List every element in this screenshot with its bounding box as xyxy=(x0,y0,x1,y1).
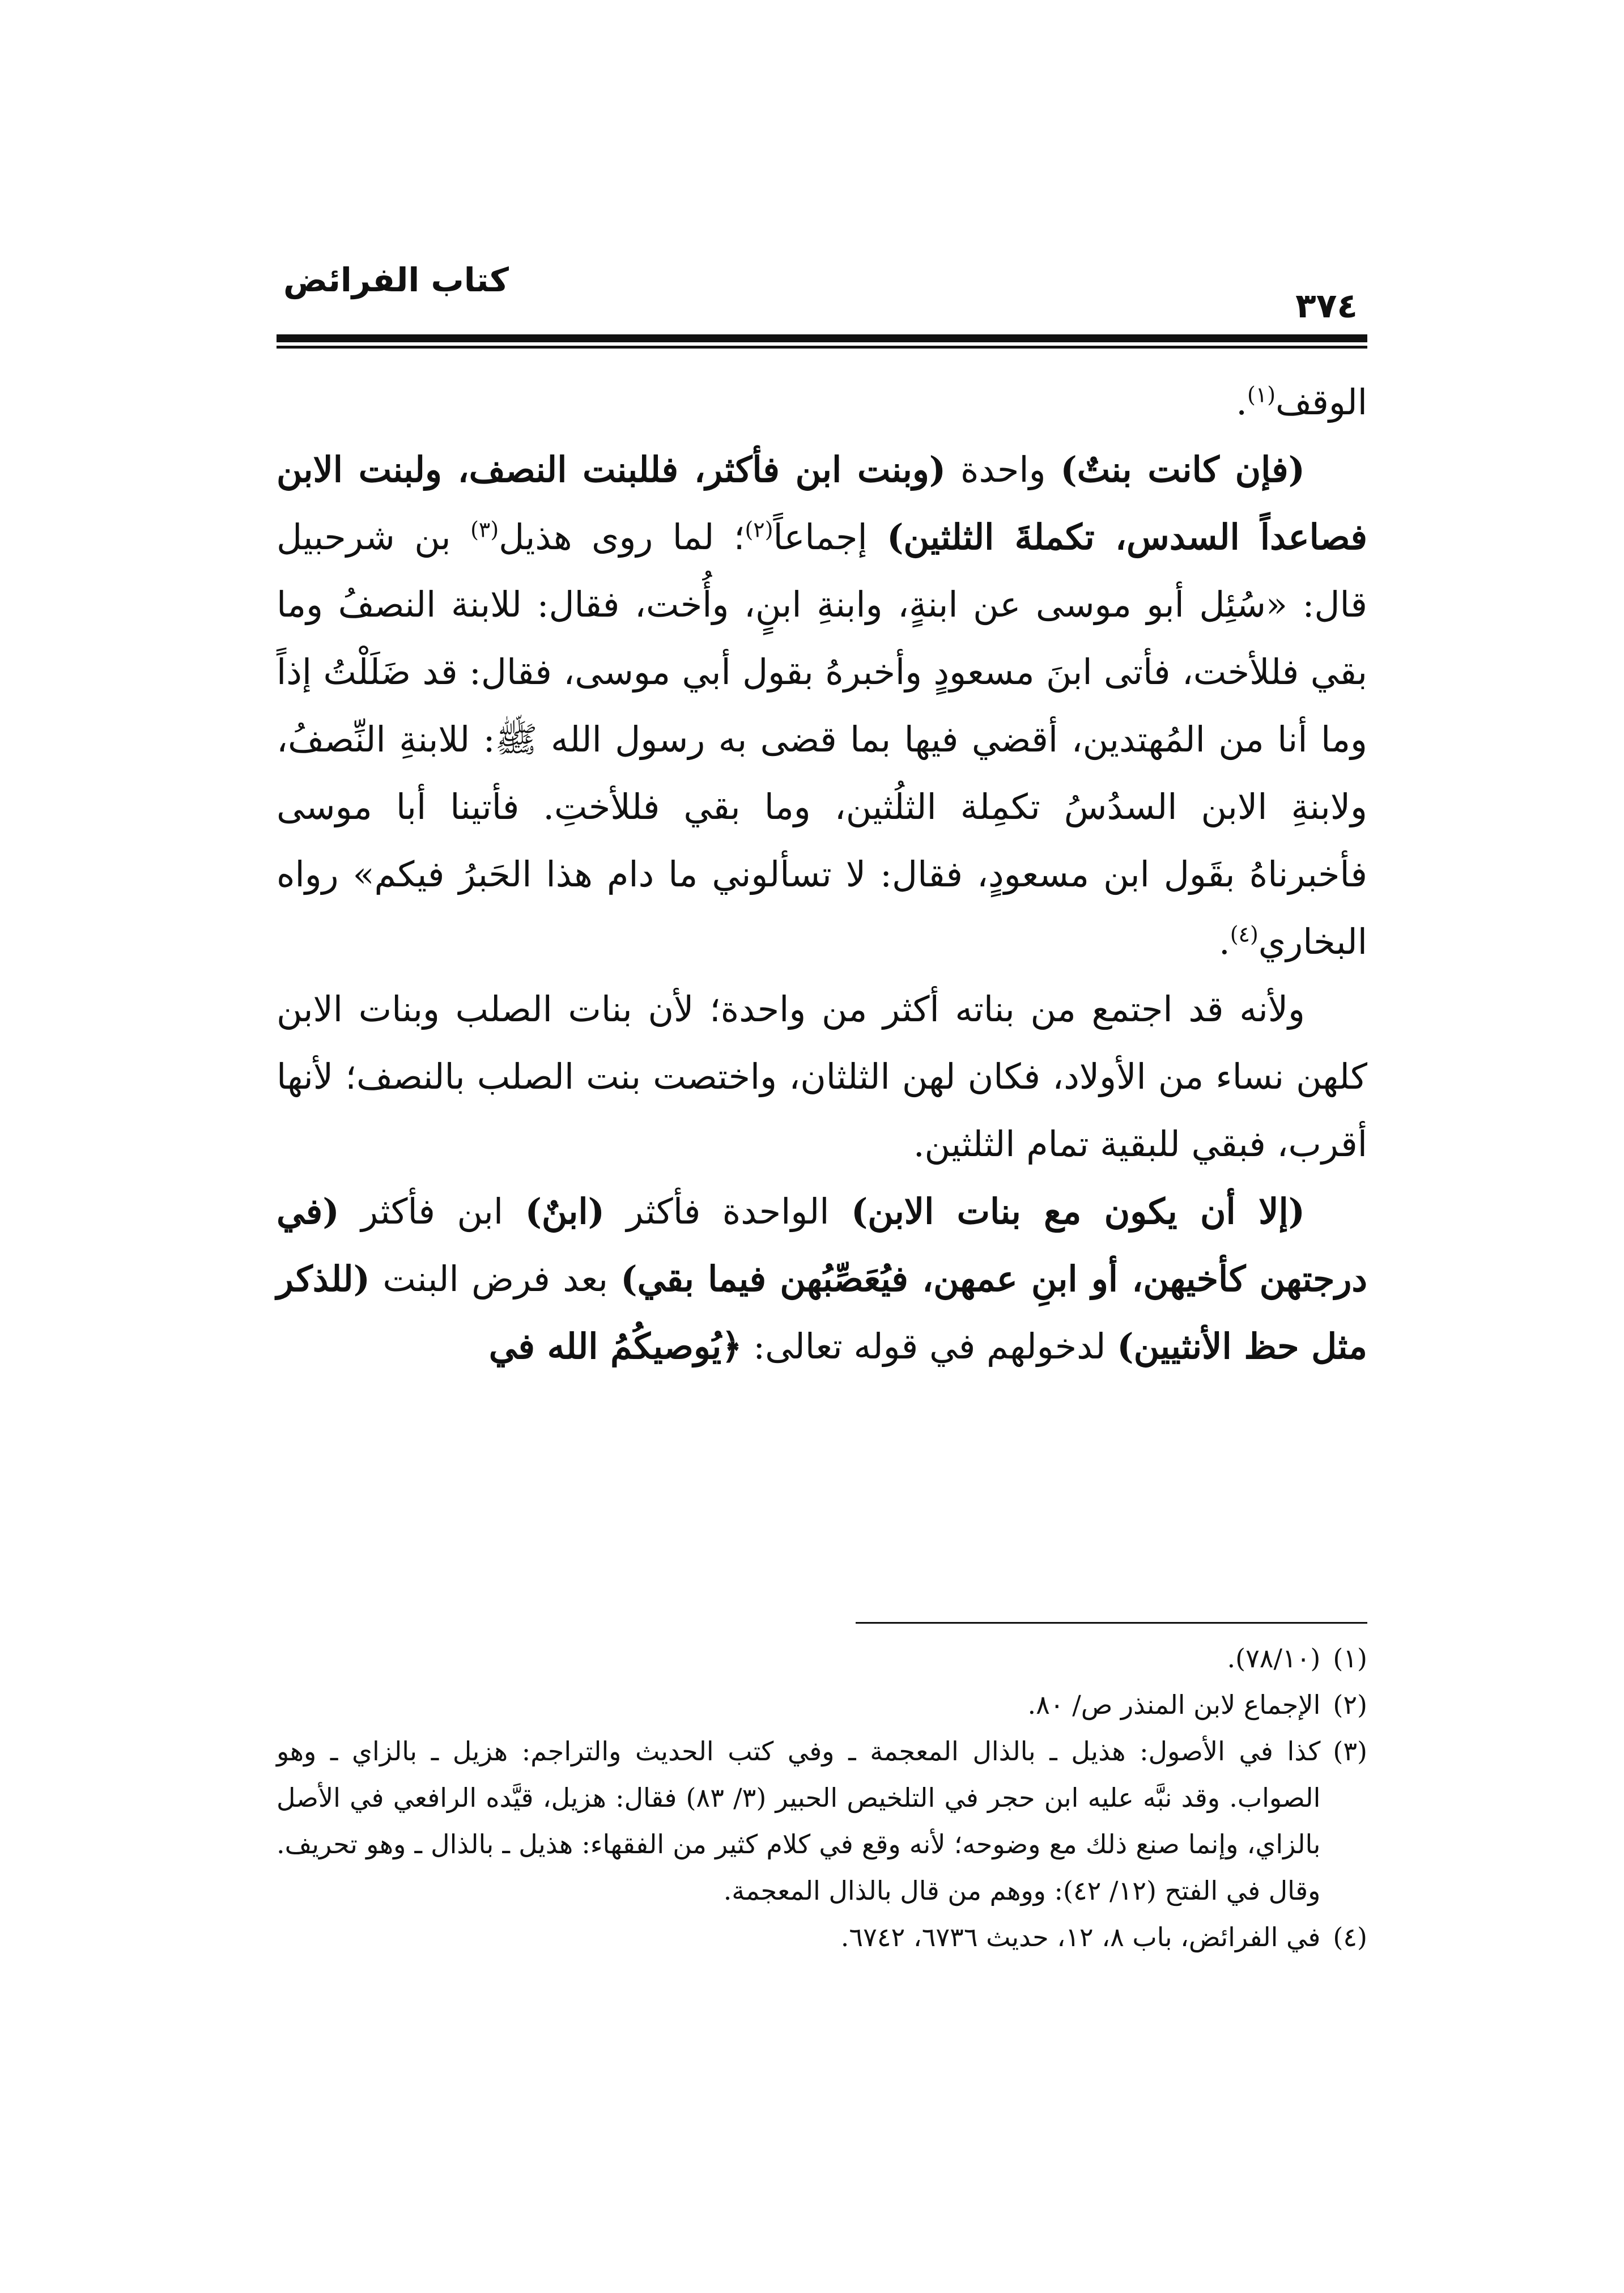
sharh-text: واحدة xyxy=(946,449,1061,490)
paragraph-text: . xyxy=(1236,381,1247,423)
header-rule xyxy=(277,334,1367,342)
sharh-text: ابن فأكثر xyxy=(339,1191,525,1232)
footnote-ref: (١) xyxy=(1247,382,1276,407)
footnote xyxy=(277,1914,1367,1960)
sharh-text: ؛ لما روى هذيل xyxy=(499,516,745,558)
paragraph-continuation xyxy=(277,368,1367,436)
sharh-text: لدخولهم في قوله تعالى: xyxy=(742,1326,1117,1367)
footnote-ref: (٤) xyxy=(1230,922,1259,947)
footnote-ref: (٣) xyxy=(470,517,499,542)
footnote-text: الإجماع لابن المنذر ص/ ٨٠. xyxy=(1027,1689,1321,1720)
sharh-text: . xyxy=(1218,921,1230,962)
footnote-number: (١) xyxy=(1333,1643,1367,1674)
matn-text: (في درجتهن كأخيهن، أو ابنِ عمهن، فيُعَصِّبُهن فيما بقي) xyxy=(277,1191,1367,1300)
footnote xyxy=(277,1728,1367,1914)
sharh-text: الواحدة فأكثر xyxy=(604,1191,851,1232)
footnote-number: (٢) xyxy=(1333,1689,1367,1720)
running-title: كتاب الفرائض xyxy=(283,261,509,299)
footnote-ref: (٢) xyxy=(745,517,773,542)
main-text xyxy=(277,368,1367,1380)
matn-text: (وبنت ابن فأكثر، فللبنت النصف، ولبنت الابن فصاعداً السدس، تكملةَ الثلثين) xyxy=(277,449,1367,558)
footnote-text: في الفرائض، باب ٨، ١٢، حديث ٦٧٣٦، ٦٧٤٢. xyxy=(840,1922,1321,1952)
paragraph xyxy=(277,436,1367,975)
page-number: ٣٧٤ xyxy=(1295,286,1358,326)
matn-text: (فإن كانت بنتٌ) xyxy=(1060,449,1306,490)
matn-text: (للذكر مثل حظ الأنثيين) xyxy=(277,1258,1367,1367)
footnotes xyxy=(277,1635,1367,1960)
footnote xyxy=(277,1681,1367,1728)
sharh-text: إجماعاً xyxy=(773,516,887,558)
paragraph: ولأنه قد اجتمع من بناته أكثر من واحدة؛ لأن بنات الصلب وبنات الابن كلهن نساء من الأولاد، فكان لهن الثلثان، واختصت بنت الصلب بالنصف؛ لأنها أقرب، فبقي للبقية تمام الثلثين. xyxy=(277,988,1367,1165)
footnote-number: (٤) xyxy=(1333,1922,1367,1952)
footnote xyxy=(277,1635,1367,1681)
quran-verse: ﴿يُوصيكُمُ الله في xyxy=(488,1326,742,1367)
sharh-text: بعد فرض البنت xyxy=(370,1258,621,1300)
footnote-number: (٣) xyxy=(1333,1736,1367,1767)
header-rule-thin xyxy=(277,346,1367,349)
paragraph xyxy=(277,1178,1367,1380)
footnote-text: (٧٨/١٠). xyxy=(1227,1643,1321,1674)
matn-text: (إلا أن يكون مع بنات الابن) xyxy=(851,1191,1306,1232)
sharh-text: بن شرحبيل قال: «سُئِل أبو موسى عن ابنةٍ، وابنةِ ابنٍ، وأُخت، فقال: للابنة النصفُ وما بقي فللأخت، فأتى ابنَ مسعودٍ وأخبرهُ بقول أبي موسى، فقال: قد ضَلَلْتُ إذاً وما أنا من المُهتدين، أقضي فيها بما قضى به رسول الله ﷺ: للابنةِ النِّصفُ، ولابنةِ الابن السدُسُ تكمِلة الثلُثين، وما بقي فللأختِ. فأتينا أبا موسى فأخبرناهُ بقَول ابن مسعودٍ، فقال: لا تسألوني ما دام هذا الحَبرُ فيكم» رواه البخاري xyxy=(277,516,1368,962)
footnote-text: كذا في الأصول: هذيل ـ بالذال المعجمة ـ وفي كتب الحديث والتراجم: هزيل ـ بالزاي ـ وهو الصواب. وقد نبَّه عليه ابن حجر في التلخيص الحبير (٣/ ٨٣) فقال: هزيل، قيَّده الرافعي في الأصل بالزاي، وإنما صنع ذلك مع وضوحه؛ لأنه وقع في كلام كثير من الفقهاء: هذيل ـ بالذال ـ وهو تحريف. وقال في الفتح (١٢/ ٤٢): ووهم من قال بالذال المعجمة. xyxy=(277,1736,1321,1906)
paragraph-text: الوقف xyxy=(1276,381,1367,423)
matn-text: (ابنٌ) xyxy=(525,1191,605,1232)
footnote-separator xyxy=(856,1622,1367,1624)
